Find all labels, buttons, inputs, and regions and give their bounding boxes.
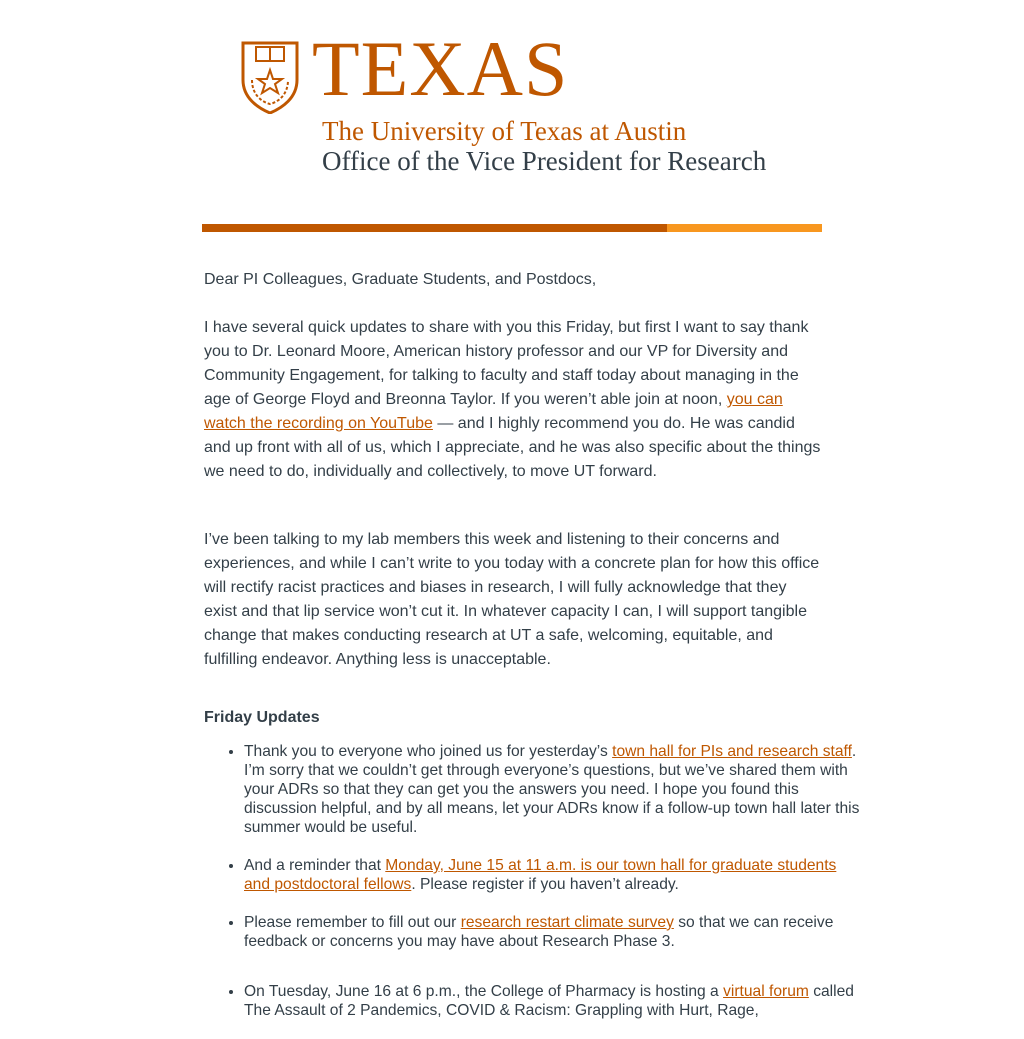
list-item	[244, 856, 862, 894]
text: Thank you to everyone who joined us for yesterday’s	[244, 743, 613, 760]
header-divider-light	[667, 224, 822, 232]
ut-logo	[240, 25, 800, 188]
text: . Please register if you haven’t already.	[411, 876, 679, 893]
text: . I’m sorry that we couldn’t get through everyone’s questions, but we’ve shared them with your ADRs so that they can get you the answers you need. I hope you found this discussion helpful, and by all means, let your ADRs know if a follow-up town hall later this summer would be useful.	[244, 743, 860, 836]
town-hall-pis-link[interactable]: town hall for PIs and research staff	[612, 743, 852, 760]
virtual-forum-link[interactable]: virtual forum	[723, 983, 809, 1000]
text: called The Assault of 2 Pandemics, COVID & Racism: Grappling with Hurt, Rage,	[244, 983, 854, 1019]
text: I have several quick updates to share with you this Friday, but first I want to say thank you to Dr. Leonard Moore, American history professor and our VP for Diversity and Community Engagement, for talking to faculty and staff today about managing in the age of George Floyd and Breonna Taylor. If you weren’t able join at noon,	[204, 319, 809, 408]
list-item	[244, 742, 862, 837]
office-name: Office of the Vice President for Research	[322, 146, 767, 176]
youtube-recording-link[interactable]: you can watch the recording on YouTube	[204, 391, 783, 432]
text: Please remember to fill out our	[244, 914, 461, 931]
paragraph-commitment: I’ve been talking to my lab members this week and listening to their concerns and experiences, and while I can’t write to you today with a concrete plan for how this office will rectify racist practices and biases in research, I will fully acknowledge that they exist and that lip service won’t cut it. In whatever capacity I can, I will support tangible change that makes conducting research at UT a safe, welcoming, equitable, and fulfilling endeavor. Anything less is unacceptable.	[204, 531, 820, 668]
texas-wordmark: TEXAS	[312, 25, 569, 112]
list-item	[244, 982, 862, 1020]
paragraph-intro	[204, 316, 822, 484]
town-hall-grad-link[interactable]: Monday, June 15 at 11 a.m. is our town hall for graduate students and postdoctoral fellows	[244, 857, 837, 893]
ut-shield-icon	[240, 40, 300, 114]
updates-list	[204, 742, 862, 1039]
text: On Tuesday, June 16 at 6 p.m., the College of Pharmacy is hosting a	[244, 983, 724, 1000]
text: And a reminder that	[244, 857, 386, 874]
friday-updates-heading: Friday Updates	[204, 709, 320, 726]
climate-survey-link[interactable]: research restart climate survey	[460, 914, 674, 931]
text: so that we can receive feedback or concerns you may have about Research Phase 3.	[244, 914, 834, 950]
greeting: Dear PI Colleagues, Graduate Students, and Postdocs,	[204, 271, 597, 288]
text: — and I highly recommend you do. He was candid and up front with all of us, which I appreciate, and he was also specific about the things we need to do, individually and collectively, to move UT forward.	[204, 415, 821, 480]
list-item	[244, 913, 862, 951]
university-name: The University of Texas at Austin	[322, 116, 687, 146]
header-divider-dark	[202, 224, 667, 232]
